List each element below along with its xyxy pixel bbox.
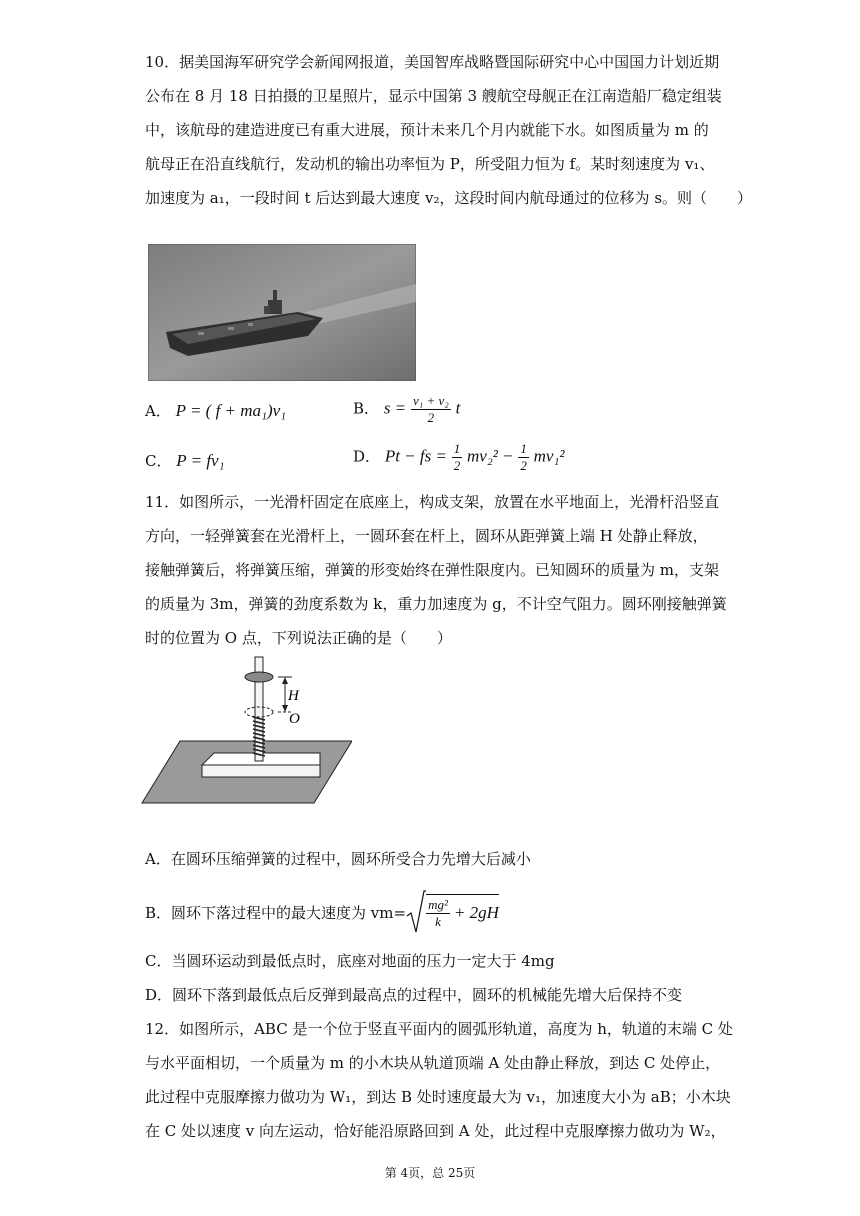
q10-option-c [145,450,225,471]
spring-apparatus-figure [140,655,352,805]
text-line: 公布在 8 月 18 日拍摄的卫星照片，显示中国第 3 艘航空母舰正在江南造船厂稳定组装 [145,87,722,105]
fraction-numerator: 1 [520,441,527,456]
option-formula-term: mv₂² − [467,446,514,466]
fraction [426,897,450,930]
fraction [518,441,529,474]
fraction [411,393,451,426]
text-line: 接触弹簧后，将弹簧压缩，弹簧的形变始终在弹性限度内。已知圆环的质量为 m，支架 [145,561,719,579]
fraction-denominator: 2 [427,410,435,425]
option-formula-lhs: s = [383,398,407,418]
text-line: 12．如图所示，ABC 是一个位于竖直平面内的圆弧形轨道，高度为 h，轨道的末端 C 处 [145,1020,733,1038]
sqrt-body [426,894,499,930]
fraction [452,441,463,474]
q10-option-b [353,393,460,426]
text-line: 与水平面相切，一个质量为 m 的小木块从轨道顶端 A 处由静止释放，到达 C 处停止， [145,1054,721,1072]
page-footer: 第 4页，总 25页 [384,1166,476,1180]
option-formula: P = ( f + ma₁)v₁ [175,401,287,420]
q10-option-d [353,441,564,474]
fraction-denominator: 2 [453,458,461,473]
figure-label-o: O [289,711,300,727]
option-text: B．圆环下落过程中的最大速度为 vm= [145,903,407,922]
option-formula: P = fv₁ [176,451,225,470]
text-line: 中，该航母的建造进度已有重大进展，预计未来几个月内就能下水。如图质量为 m 的 [145,121,709,139]
q11-option-d: D．圆环下落到最低点后反弹到最高点的过程中，圆环的机械能先增大后保持不变 [145,986,683,1004]
option-formula-tail: t [455,398,461,418]
q10-option-a [145,400,286,421]
sqrt-sign-icon [406,890,426,934]
aircraft-carrier-photo [148,244,416,381]
text-line: 的质量为 3m，弹簧的劲度系数为 k，重力加速度为 g，不计空气阻力。圆环刚接触弹簧 [145,595,727,613]
figure-label-h: H [288,688,299,704]
text-line: 时的位置为 O 点，下列说法正确的是（ ） [145,629,452,647]
option-label: A． [145,402,171,420]
option-formula-lhs: Pt − fs = [384,446,447,466]
option-formula-tail: + 2gH [453,903,499,922]
text-line: 11．如图所示，一光滑杆固定在底座上，构成支架，放置在水平地面上，光滑杆沿竖直 [145,493,720,511]
text-line: 加速度为 a₁，一段时间 t 后达到最大速度 v₂，这段时间内航母通过的位移为 s。则（ ） [145,189,753,207]
text-line: 此过程中克服摩擦力做功为 W₁，到达 B 处时速度最大为 v₁，加速度大小为 aB；小木块 [145,1088,731,1106]
question-12-text [145,1012,733,1148]
fraction-numerator: v₁ + v₂ [412,393,449,408]
fraction-denominator: 2 [520,458,527,473]
text-line: 方向，一轻弹簧套在光滑杆上，一圆环套在杆上，圆环从距弹簧上端 H 处静止释放， [145,527,708,545]
fraction-numerator: 1 [453,441,461,456]
text-line: 在 C 处以速度 v 向左运动，恰好能沿原路回到 A 处，此过程中克服摩擦力做功为 W₂， [145,1122,726,1140]
q11-option-b [145,890,499,934]
option-label: D． [353,447,381,466]
fraction-denominator: k [435,913,441,929]
question-11-text [145,485,727,655]
text-line: 10．据美国海军研究学会新闻网报道，美国智库战略暨国际研究中心中国国力计划近期 [145,53,720,71]
q11-option-a: A．在圆环压缩弹簧的过程中，圆环所受合力先增大后减小 [145,850,531,868]
option-label: B． [353,399,380,418]
option-formula-term: mv₁² [533,446,565,466]
q11-option-c: C．当圆环运动到最低点时，底座对地面的压力一定大于 4mg [145,952,555,970]
text-line: 航母正在沿直线航行，发动机的输出功率恒为 P，所受阻力恒为 f。某时刻速度为 v₁、 [145,155,715,173]
option-label: C． [145,452,172,470]
fraction-numerator: mg² [428,896,448,912]
question-10-text [145,45,753,215]
